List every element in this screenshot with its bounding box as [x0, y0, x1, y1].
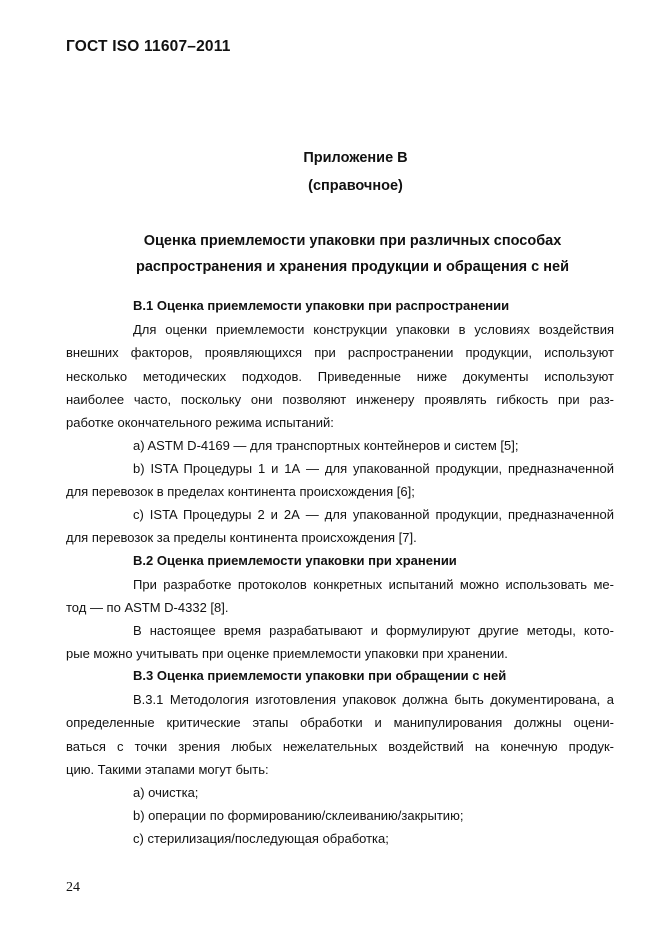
paragraph-line: наиболее часто, поскольку они позволяют инженеру проявлять гибкость при раз-: [66, 392, 614, 407]
paragraph-line: тод — по ASTM D-4332 [8].: [66, 600, 229, 615]
paragraph-line: внешних факторов, проявляющихся при распространении продукции, используют: [66, 345, 614, 360]
section-heading-b3: В.3 Оценка приемлемости упаковки при обращении с ней: [133, 668, 507, 683]
list-item: b) ISTA Процедуры 1 и 1А — для упакованной продукции, предназначенной: [133, 461, 614, 476]
list-item: b) операции по формированию/склеиванию/закрытию;: [133, 808, 464, 823]
list-item: c) стерилизация/последующая обработка;: [133, 831, 389, 846]
section-heading-b1: В.1 Оценка приемлемости упаковки при распространении: [133, 298, 510, 313]
list-item: c) ISTA Процедуры 2 и 2А — для упакованной продукции, предназначенной: [133, 507, 614, 522]
paragraph-line: ваться с точки зрения любых нежелательных воздействий на конечную продук-: [66, 739, 614, 754]
annex-title: Приложение В: [303, 150, 408, 166]
annex-heading-line-2: распространения и хранения продукции и обращения с ней: [136, 259, 569, 275]
paragraph-line: В настоящее время разрабатывают и формулируют другие методы, кото-: [133, 623, 614, 638]
paragraph-line: рые можно учитывать при оценке приемлемости упаковки при хранении.: [66, 646, 508, 661]
section-heading-b2: В.2 Оценка приемлемости упаковки при хранении: [133, 553, 457, 568]
paragraph-line: работке окончательного режима испытаний:: [66, 415, 334, 430]
list-item: a) очистка;: [133, 785, 199, 800]
paragraph-line: цию. Такими этапами могут быть:: [66, 762, 269, 777]
annex-heading-line-1: Оценка приемлемости упаковки при различных способах: [143, 233, 562, 249]
list-item-continuation: для перевозок за пределы континента происхождения [7].: [66, 530, 417, 545]
list-item-continuation: для перевозок в пределах континента происхождения [6];: [66, 484, 415, 499]
annex-subtitle: (справочное): [308, 178, 403, 194]
list-item: a) ASTM D-4169 — для транспортных контейнеров и систем [5];: [133, 438, 519, 453]
paragraph-line: При разработке протоколов конкретных испытаний можно использовать ме-: [133, 577, 614, 592]
document-header: ГОСТ ISO 11607–2011: [66, 38, 231, 55]
paragraph-line: В.3.1 Методология изготовления упаковок должна быть документирована, а: [133, 692, 614, 707]
page-number: 24: [66, 880, 80, 895]
paragraph-line: определенные критические этапы обработки и манипулирования должны оцени-: [66, 715, 614, 730]
paragraph-line: Для оценки приемлемости конструкции упаковки в условиях воздействия: [133, 322, 614, 337]
paragraph-line: несколько методических подходов. Приведенные ниже документы используют: [66, 369, 614, 384]
